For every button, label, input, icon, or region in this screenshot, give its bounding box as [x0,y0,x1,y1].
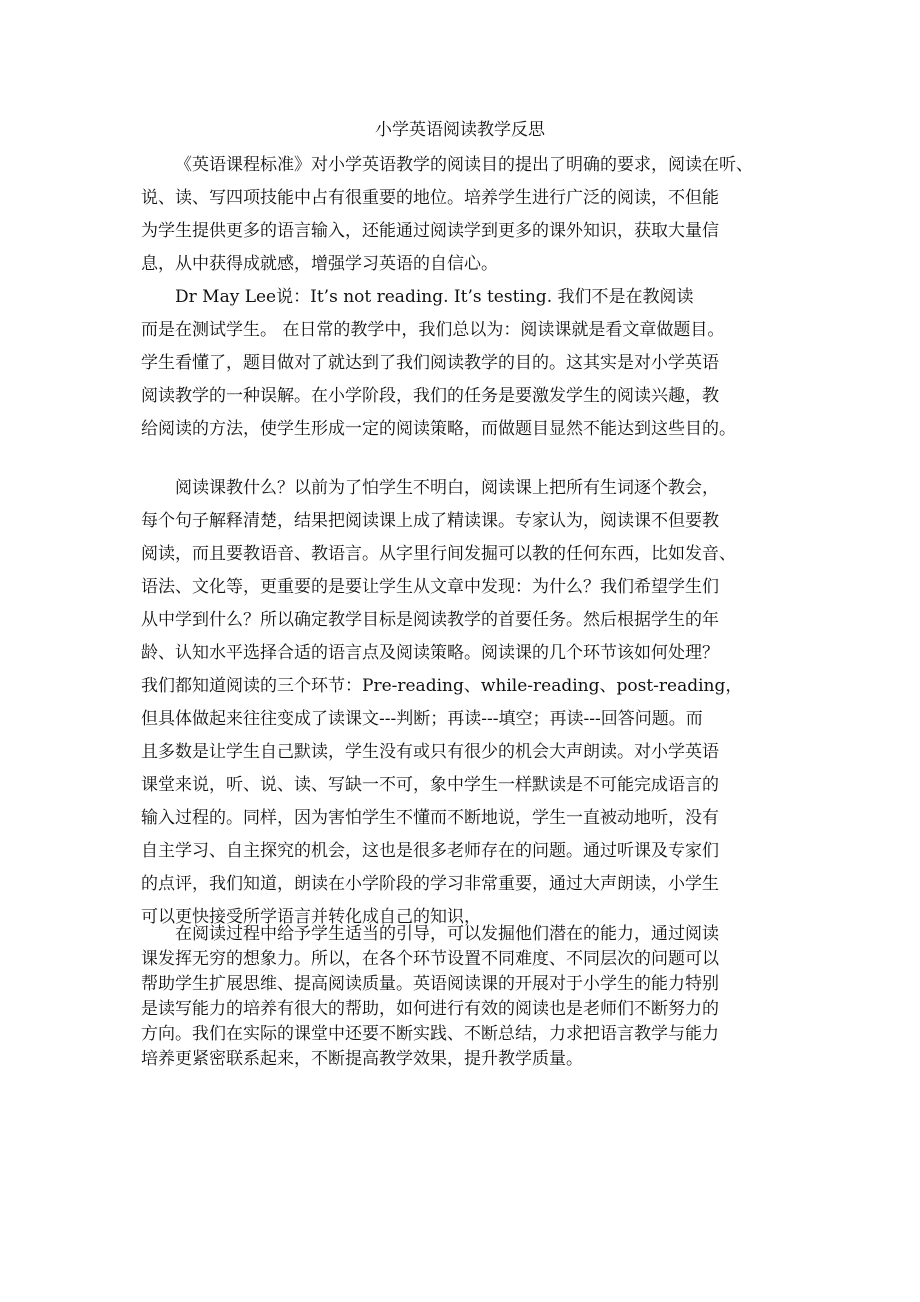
paragraph-line: 说、读、写四项技能中占有很重要的地位。培养学生进行广泛的阅读，不但能 [141,188,719,208]
paragraph-line: 的点评，我们知道，朗读在小学阶段的学习非常重要，通过大声朗读，小学生 [141,874,719,894]
document-title: 小学英语阅读教学反思 [375,120,545,140]
paragraph-line: 在阅读过程中给予学生适当的引导，可以发掘他们潜在的能力，通过阅读 [175,924,719,944]
paragraph-line: 且多数是让学生自己默读，学生没有或只有很少的机会大声朗读。对小学英语 [141,742,719,762]
paragraph-line: 我们都知道阅读的三个环节：Pre-reading、while-reading、post-reading， [141,676,743,696]
paragraph-line: 阅读，而且要教语音、教语言。从字里行间发掘可以教的任何东西，比如发音、 [141,544,736,564]
paragraph-4 [141,922,791,1072]
paragraph-line: 阅读教学的一种误解。在小学阶段，我们的任务是要激发学生的阅读兴趣，教 [141,386,719,406]
paragraph-line: 从中学到什么？所以确定教学目标是阅读教学的首要任务。然后根据学生的年 [141,610,719,630]
paragraph-line: 给阅读的方法，使学生形成一定的阅读策略，而做题目显然不能达到这些目的。 [141,419,736,439]
paragraph-line: 龄、认知水平选择合适的语言点及阅读策略。阅读课的几个环节该如何处理？ [141,643,719,663]
paragraph-line: 学生看懂了，题目做对了就达到了我们阅读教学的目的。这其实是对小学英语 [141,353,719,373]
paragraph-line: 输入过程的。同样，因为害怕学生不懂而不断地说，学生一直被动地听，没有 [141,808,719,828]
paragraph-1 [141,149,791,281]
paragraph-line: Dr May Lee说：It’s not reading. It’s testing. 我们不是在教阅读 [175,287,694,307]
paragraph-line: 自主学习、自主探究的机会，这也是很多老师存在的问题。通过听课及专家们 [141,841,719,861]
paragraph-line: 而是在测试学生。 在日常的教学中，我们总以为：阅读课就是看文章做题目。 [141,320,725,340]
paragraph-line: 《英语课程标准》对小学英语教学的阅读目的提出了明确的要求，阅读在听、 [175,155,753,175]
paragraph-line: 培养更紧密联系起来，不断提高教学效果，提升教学质量。 [141,1049,583,1069]
paragraph-line: 每个句子解释清楚，结果把阅读课上成了精读课。专家认为，阅读课不但要教 [141,511,719,531]
paragraph-3 [141,472,791,934]
paragraph-line: 可以更快接受所学语言并转化成自己的知识， [141,907,481,927]
paragraph-line: 帮助学生扩展思维、提高阅读质量。英语阅读课的开展对于小学生的能力特别 [141,974,719,994]
paragraph-line: 息，从中获得成就感，增强学习英语的自信心。 [141,254,498,274]
paragraph-2 [141,281,791,446]
paragraph-line: 课发挥无穷的想象力。所以，在各个环节设置不同难度、不同层次的问题可以 [141,949,719,969]
paragraph-line: 是读写能力的培养有很大的帮助，如何进行有效的阅读也是老师们不断努力的 [141,999,719,1019]
paragraph-line: 为学生提供更多的语言输入，还能通过阅读学到更多的课外知识，获取大量信 [141,221,719,241]
paragraph-line: 语法、文化等，更重要的是要让学生从文章中发现：为什么？我们希望学生们 [141,577,719,597]
paragraph-line: 但具体做起来往往变成了读课文---判断；再读---填空；再读---回答问题。而 [141,709,703,729]
paragraph-line: 阅读课教什么？以前为了怕学生不明白，阅读课上把所有生词逐个教会， [175,478,719,498]
paragraph-line: 课堂来说，听、说、读、写缺一不可，象中学生一样默读是不可能完成语言的 [141,775,719,795]
paragraph-line: 方向。我们在实际的课堂中还要不断实践、不断总结，力求把语言教学与能力 [141,1024,719,1044]
